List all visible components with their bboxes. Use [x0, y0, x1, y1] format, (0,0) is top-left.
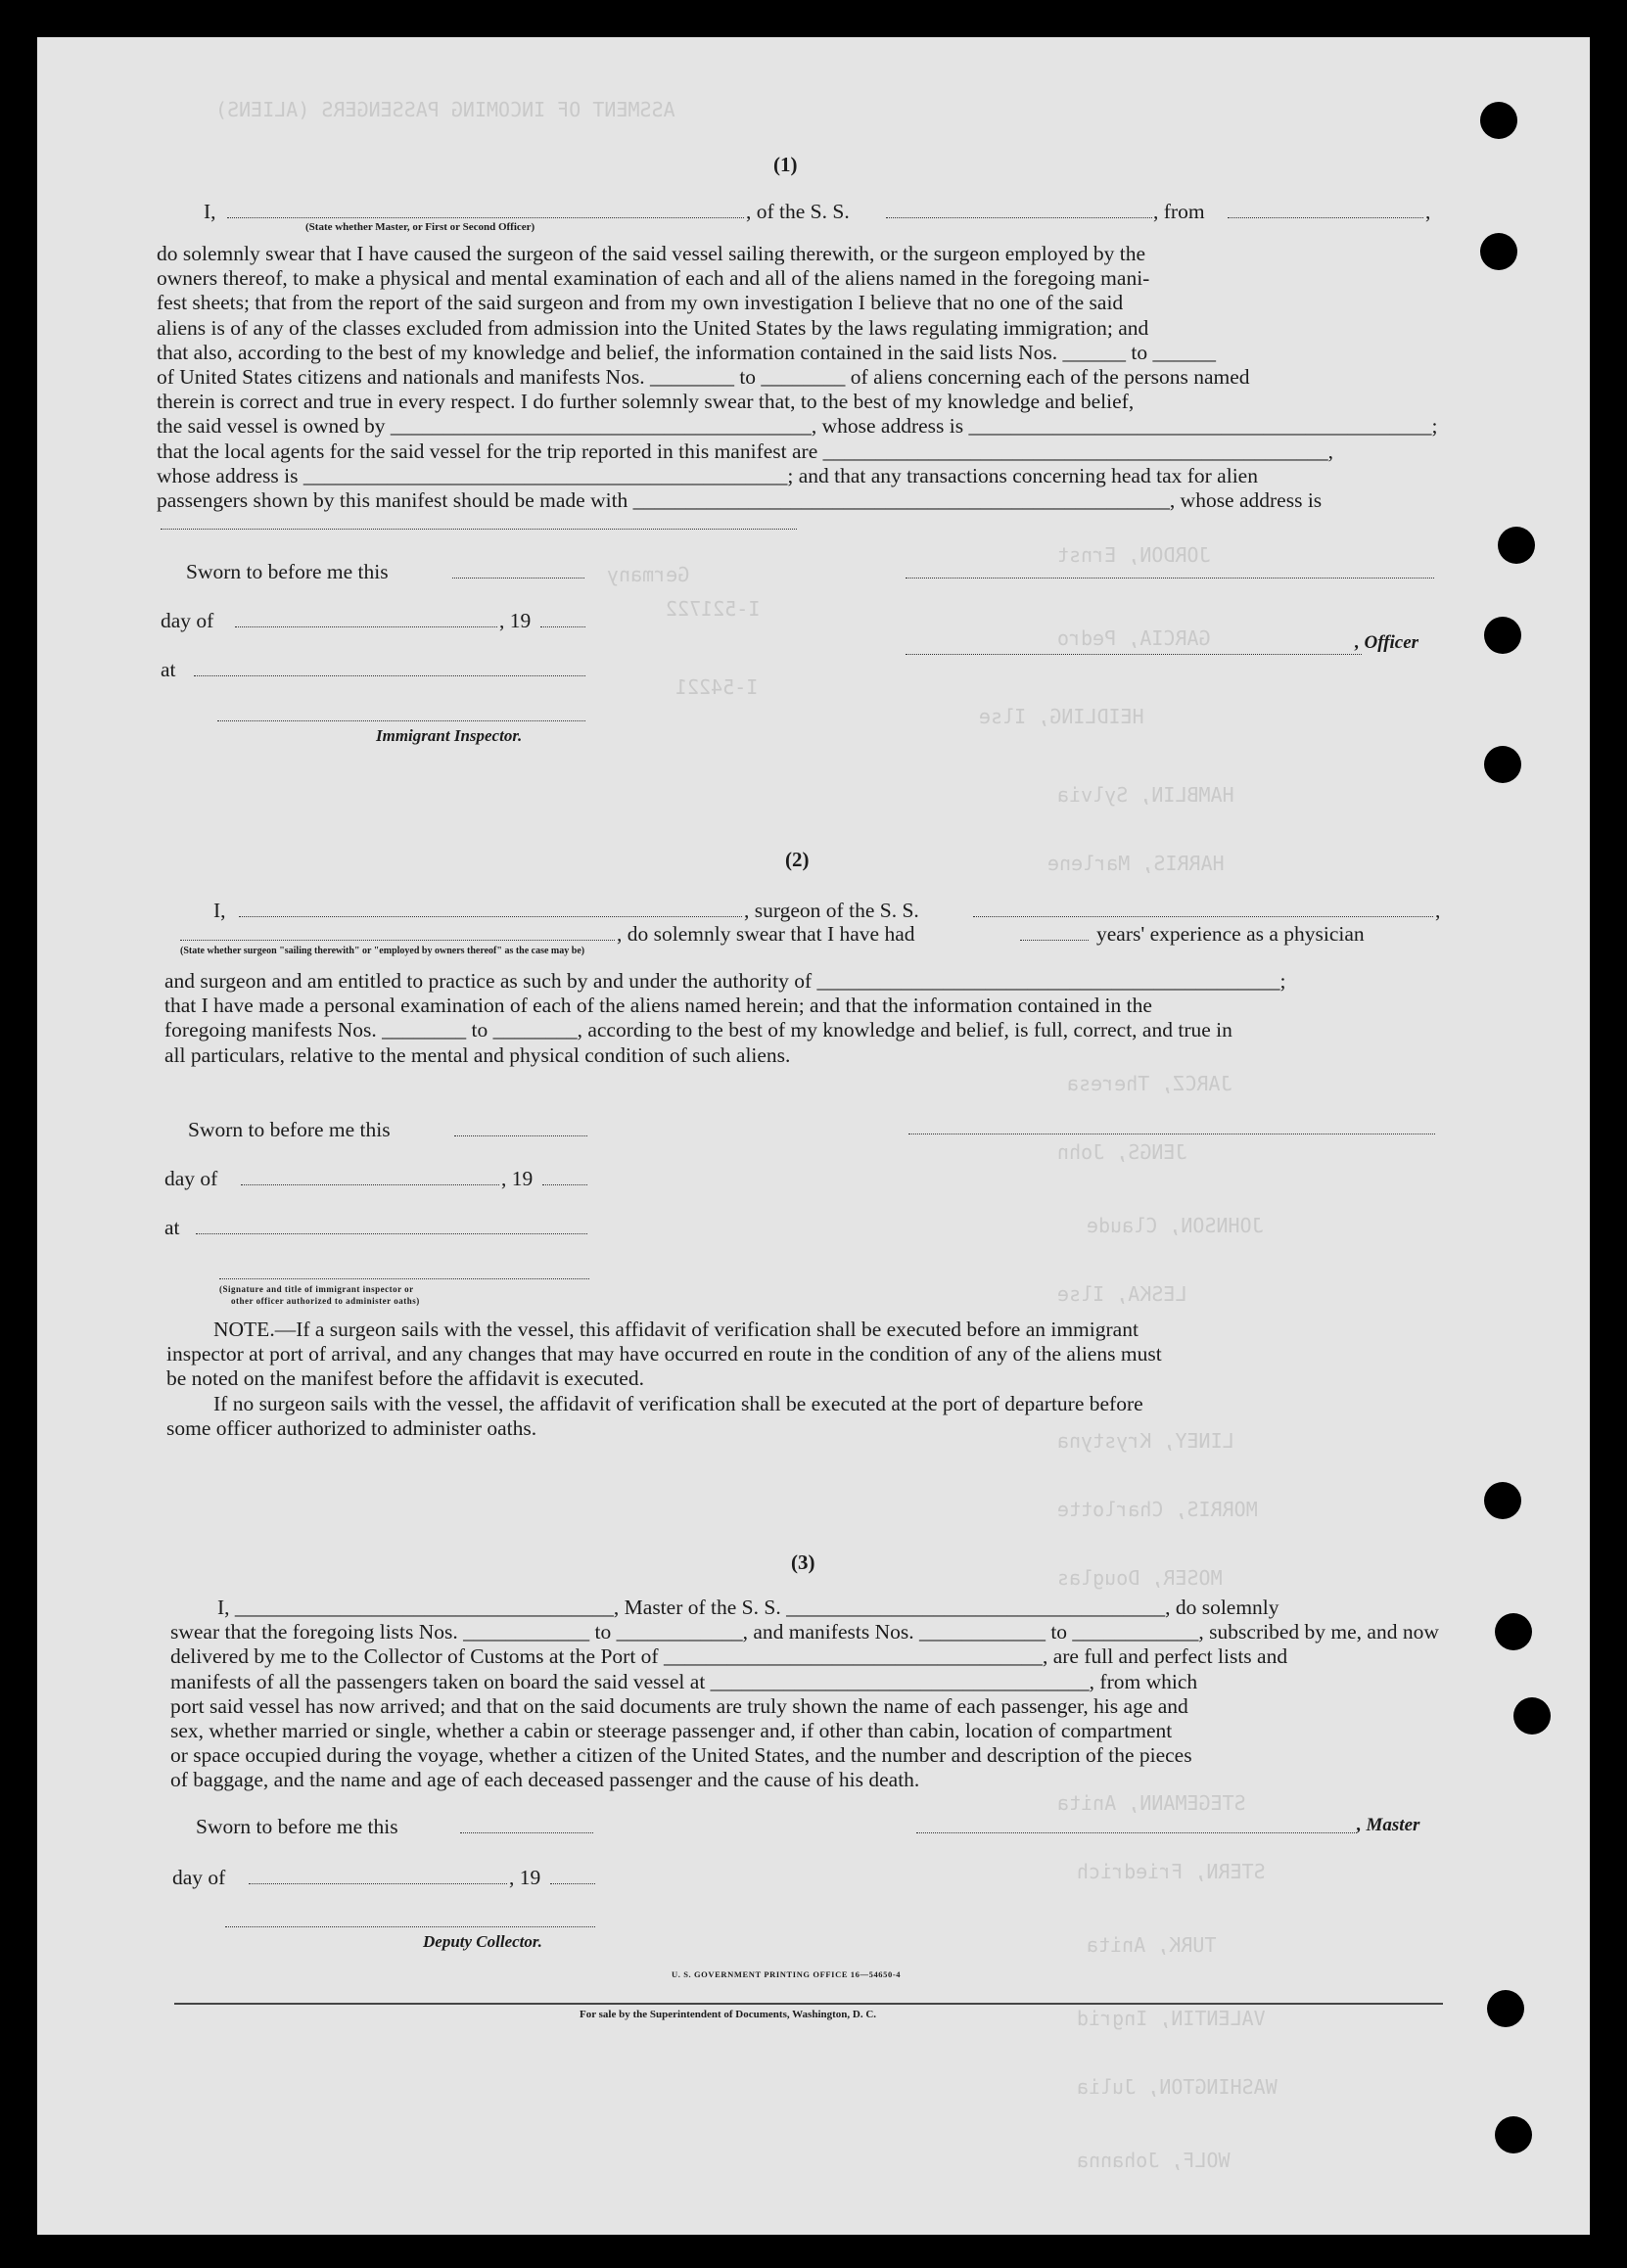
section-1-line: of United States citizens and nationals and manifests Nos. ________ to ________ of aliens concerning each of the persons named — [157, 365, 1250, 390]
section-2-heading: (2) — [785, 848, 810, 871]
section-3-line: manifests of all the passengers taken on board the said vessel at ____________________________________, from which — [170, 1669, 1198, 1693]
note-line: If no surgeon sails with the vessel, the affidavit of verification shall be executed at the port of departure before — [213, 1391, 1143, 1415]
years-field[interactable] — [1020, 940, 1089, 941]
inspector-caption: Immigrant Inspector. — [376, 726, 523, 745]
section-3-line: delivered by me to the Collector of Customs at the Port of ____________________________________, are full and perfect lists and — [170, 1644, 1288, 1669]
punch-hole — [1484, 746, 1521, 783]
day-month-field[interactable] — [235, 626, 497, 627]
punch-hole — [1484, 617, 1521, 654]
year-field[interactable] — [550, 1883, 595, 1884]
punch-hole — [1480, 233, 1517, 270]
section-1-line: aliens is of any of the classes excluded from admission into the United States by the laws regulating immigration; and — [157, 315, 1149, 340]
surgeon-status-field[interactable] — [180, 940, 615, 941]
section-3-line: or space occupied during the voyage, whether a citizen of the United States, and the number and description of the pieces — [170, 1743, 1192, 1768]
section-1-line: therein is correct and true in every respect. I do further solemnly swear that, to the best of my knowledge and belief, — [157, 390, 1135, 414]
officer-title-field[interactable] — [906, 654, 1362, 655]
bleed-through-text: HARRIS, Marlene — [1047, 852, 1225, 875]
bleed-through-text: HEIDLING, Ilse — [979, 705, 1144, 728]
bleed-through-text: STEGEMANN, Anita — [1057, 1791, 1246, 1815]
section-2-paragraph — [164, 969, 1439, 1068]
note-line: NOTE.—If a surgeon sails with the vessel, this affidavit of verification shall be executed before an immigrant — [213, 1318, 1139, 1341]
sworn-label: Sworn to before me this — [186, 560, 389, 583]
footer-text: For sale by the Superintendent of Documents, Washington, D. C. — [580, 2009, 877, 2020]
bleed-through-text: VALENTIN, Ingrid — [1077, 2007, 1266, 2030]
bleed-through-text: I-521722 — [666, 597, 761, 621]
section-2-line: all particulars, relative to the mental and physical condition of such aliens. — [164, 1042, 791, 1067]
section-1-line: that also, according to the best of my knowledge and belief, the information contained in the said lists Nos. ______ to ______ — [157, 340, 1216, 364]
inspector-signature-field[interactable] — [217, 720, 585, 721]
section-1-line1-prefix: I, — [204, 200, 216, 223]
bleed-through-text: GARCIA, Pedro — [1057, 626, 1211, 650]
section-1-line: owners thereof, to make a physical and mental examination of each and all of the aliens named in the foregoing mani- — [157, 266, 1150, 291]
years-text: years' experience as a physician — [1096, 922, 1365, 946]
bleed-through-text: LESKA, Ilse — [1057, 1282, 1187, 1306]
bleed-through-text: STERN, Friedrich — [1077, 1860, 1266, 1883]
punch-hole — [1495, 2116, 1532, 2153]
printing-office-line: U. S. GOVERNMENT PRINTING OFFICE 16—54650-4 — [672, 1969, 902, 1979]
bleed-through-text: HAMBLIN, Sylvia — [1057, 783, 1234, 807]
master-label: , Master — [1357, 1815, 1420, 1835]
master-signature-field[interactable] — [916, 1832, 1357, 1833]
inspector-signature-field[interactable] — [219, 1278, 589, 1279]
year-field[interactable] — [542, 1184, 587, 1185]
swear-text: , do solemnly swear that I have had — [617, 922, 915, 946]
collector-signature-field[interactable] — [225, 1926, 595, 1927]
bleed-through-text: JARCZ, Theresa — [1067, 1072, 1232, 1095]
section-2-line1-prefix: I, — [213, 899, 226, 922]
section-1-paragraph — [157, 242, 1438, 513]
year-label: , 19 — [509, 1866, 541, 1889]
vessel-name-field[interactable] — [886, 217, 1152, 218]
signature-caption-2: other officer authorized to administer oaths) — [231, 1296, 420, 1306]
bleed-through-text: MOSER, Douglas — [1057, 1566, 1223, 1590]
sworn-label: Sworn to before me this — [188, 1118, 391, 1141]
section-1-line: fest sheets; that from the report of the said surgeon and from my own investigation I believe that no one of the said — [157, 291, 1124, 315]
section-2-line: and surgeon and am entitled to practice as such by and under the authority of ____________________________________________; — [164, 969, 1286, 993]
from-label: , from — [1153, 200, 1205, 223]
punch-hole — [1495, 1613, 1532, 1650]
sworn-label: Sworn to before me this — [196, 1815, 398, 1838]
punch-hole — [1487, 1990, 1524, 2027]
officer-signature-field[interactable] — [906, 578, 1434, 579]
section-1-line: the said vessel is owned by ________________________________________, whose address is ____________________________________________; — [157, 414, 1438, 439]
bleed-through-text: I-54221 — [675, 675, 759, 699]
section-2-line: that I have made a personal examination of each of the aliens named herein; and that the information contained in the — [164, 994, 1152, 1018]
comma: , — [1425, 200, 1431, 223]
note-line: some officer authorized to administer oaths. — [166, 1415, 537, 1440]
bleed-through-text: JENGS, John — [1057, 1140, 1187, 1164]
officer-caption: (State whether Master, or First or Second Officer) — [305, 221, 535, 233]
from-port-field[interactable] — [1228, 217, 1423, 218]
at-label: at — [161, 658, 176, 681]
bleed-through-text: ASSMENT OF INCOMING PASSENGERS (ALIENS) — [215, 98, 675, 121]
sworn-date-field[interactable] — [454, 1135, 587, 1136]
at-label: at — [164, 1216, 180, 1239]
section-1-line: passengers shown by this manifest should be made with ___________________________________________________, whose address is — [157, 488, 1323, 513]
surgeon-of-label: , surgeon of the S. S. — [744, 899, 919, 922]
bleed-through-text: WOLF, Johanna — [1077, 2149, 1231, 2172]
at-place-field[interactable] — [196, 1233, 587, 1234]
year-field[interactable] — [540, 626, 585, 627]
surgeon-name-field[interactable] — [239, 916, 742, 917]
bleed-through-text: LINEY, Krystyna — [1057, 1429, 1234, 1453]
section-3-line: port said vessel has now arrived; and that on the said documents are truly shown the name of each passenger, his age and — [170, 1693, 1188, 1718]
sworn-date-field[interactable] — [452, 578, 584, 579]
bleed-through-text: Germany — [607, 563, 690, 586]
collector-caption: Deputy Collector. — [423, 1932, 542, 1951]
section-1-line: whose address is ______________________________________________; and that any transactions concerning head tax for alien — [157, 463, 1258, 487]
note-line: inspector at port of arrival, and any changes that may have occurred en route in the condition of any of the aliens must — [166, 1342, 1162, 1366]
section-3-line: of baggage, and the name and age of each deceased passenger and the cause of his death. — [170, 1768, 920, 1792]
punch-hole — [1484, 1482, 1521, 1519]
day-of-label: day of — [161, 609, 214, 632]
comma: , — [1435, 899, 1441, 922]
section-1-heading: (1) — [773, 153, 798, 176]
address-continuation-field[interactable] — [161, 529, 797, 530]
sworn-date-field[interactable] — [460, 1832, 593, 1833]
section-3-line: sex, whether married or single, whether a cabin or steerage passenger and, if other than cabin, location of compartment — [170, 1719, 1173, 1743]
bleed-through-text: TURK, Anita — [1087, 1933, 1217, 1957]
year-label: , 19 — [501, 1167, 534, 1190]
note-line: be noted on the manifest before the affidavit is executed. — [166, 1366, 644, 1391]
footer-rule — [174, 2003, 1443, 2005]
note-paragraph — [166, 1318, 1437, 1441]
day-of-label: day of — [164, 1167, 218, 1190]
officer-label: , Officer — [1355, 632, 1419, 653]
surgeon-caption: (State whether surgeon "sailing therewith" or "employed by owners thereof" as the case may be) — [180, 946, 585, 956]
bleed-through-text: WASHINGTON, Julia — [1077, 2075, 1278, 2099]
section-3-line: I, ____________________________________, Master of the S. S. ____________________________________, do solemnly — [217, 1596, 1279, 1619]
bleed-through-text: MORRIS, Charlotte — [1057, 1498, 1258, 1521]
day-month-field[interactable] — [241, 1184, 499, 1185]
section-3-line: swear that the foregoing lists Nos. ____________ to ____________, and manifests Nos. ____________ to ____________, subscribed by me, and now — [170, 1620, 1439, 1644]
punch-hole — [1498, 527, 1535, 564]
section-2-line: foregoing manifests Nos. ________ to ________, according to the best of my knowledge and belief, is full, correct, and true in — [164, 1018, 1232, 1042]
section-3-paragraph — [170, 1596, 1441, 1793]
section-1-line: that the local agents for the said vessel for the trip reported in this manifest are ________________________________________________, — [157, 439, 1333, 463]
year-label: , 19 — [499, 609, 532, 632]
day-month-field[interactable] — [249, 1883, 507, 1884]
surgeon-vessel-field[interactable] — [973, 916, 1433, 917]
at-place-field[interactable] — [194, 675, 585, 676]
bleed-through-text: JORDON, Ernst — [1057, 543, 1211, 567]
of-the-ss-label: , of the S. S. — [746, 200, 850, 223]
signature-caption-1: (Signature and title of immigrant inspector or — [219, 1284, 414, 1294]
punch-hole — [1513, 1697, 1551, 1735]
officer-name-field[interactable] — [227, 217, 744, 218]
day-of-label: day of — [172, 1866, 226, 1889]
punch-hole — [1480, 102, 1517, 139]
section-3-heading: (3) — [791, 1551, 815, 1574]
bleed-through-text: JOHNSON, Claude — [1087, 1214, 1264, 1237]
section-1-line: do solemnly swear that I have caused the surgeon of the said vessel sailing therewith, or the surgeon employed by the — [157, 242, 1146, 265]
